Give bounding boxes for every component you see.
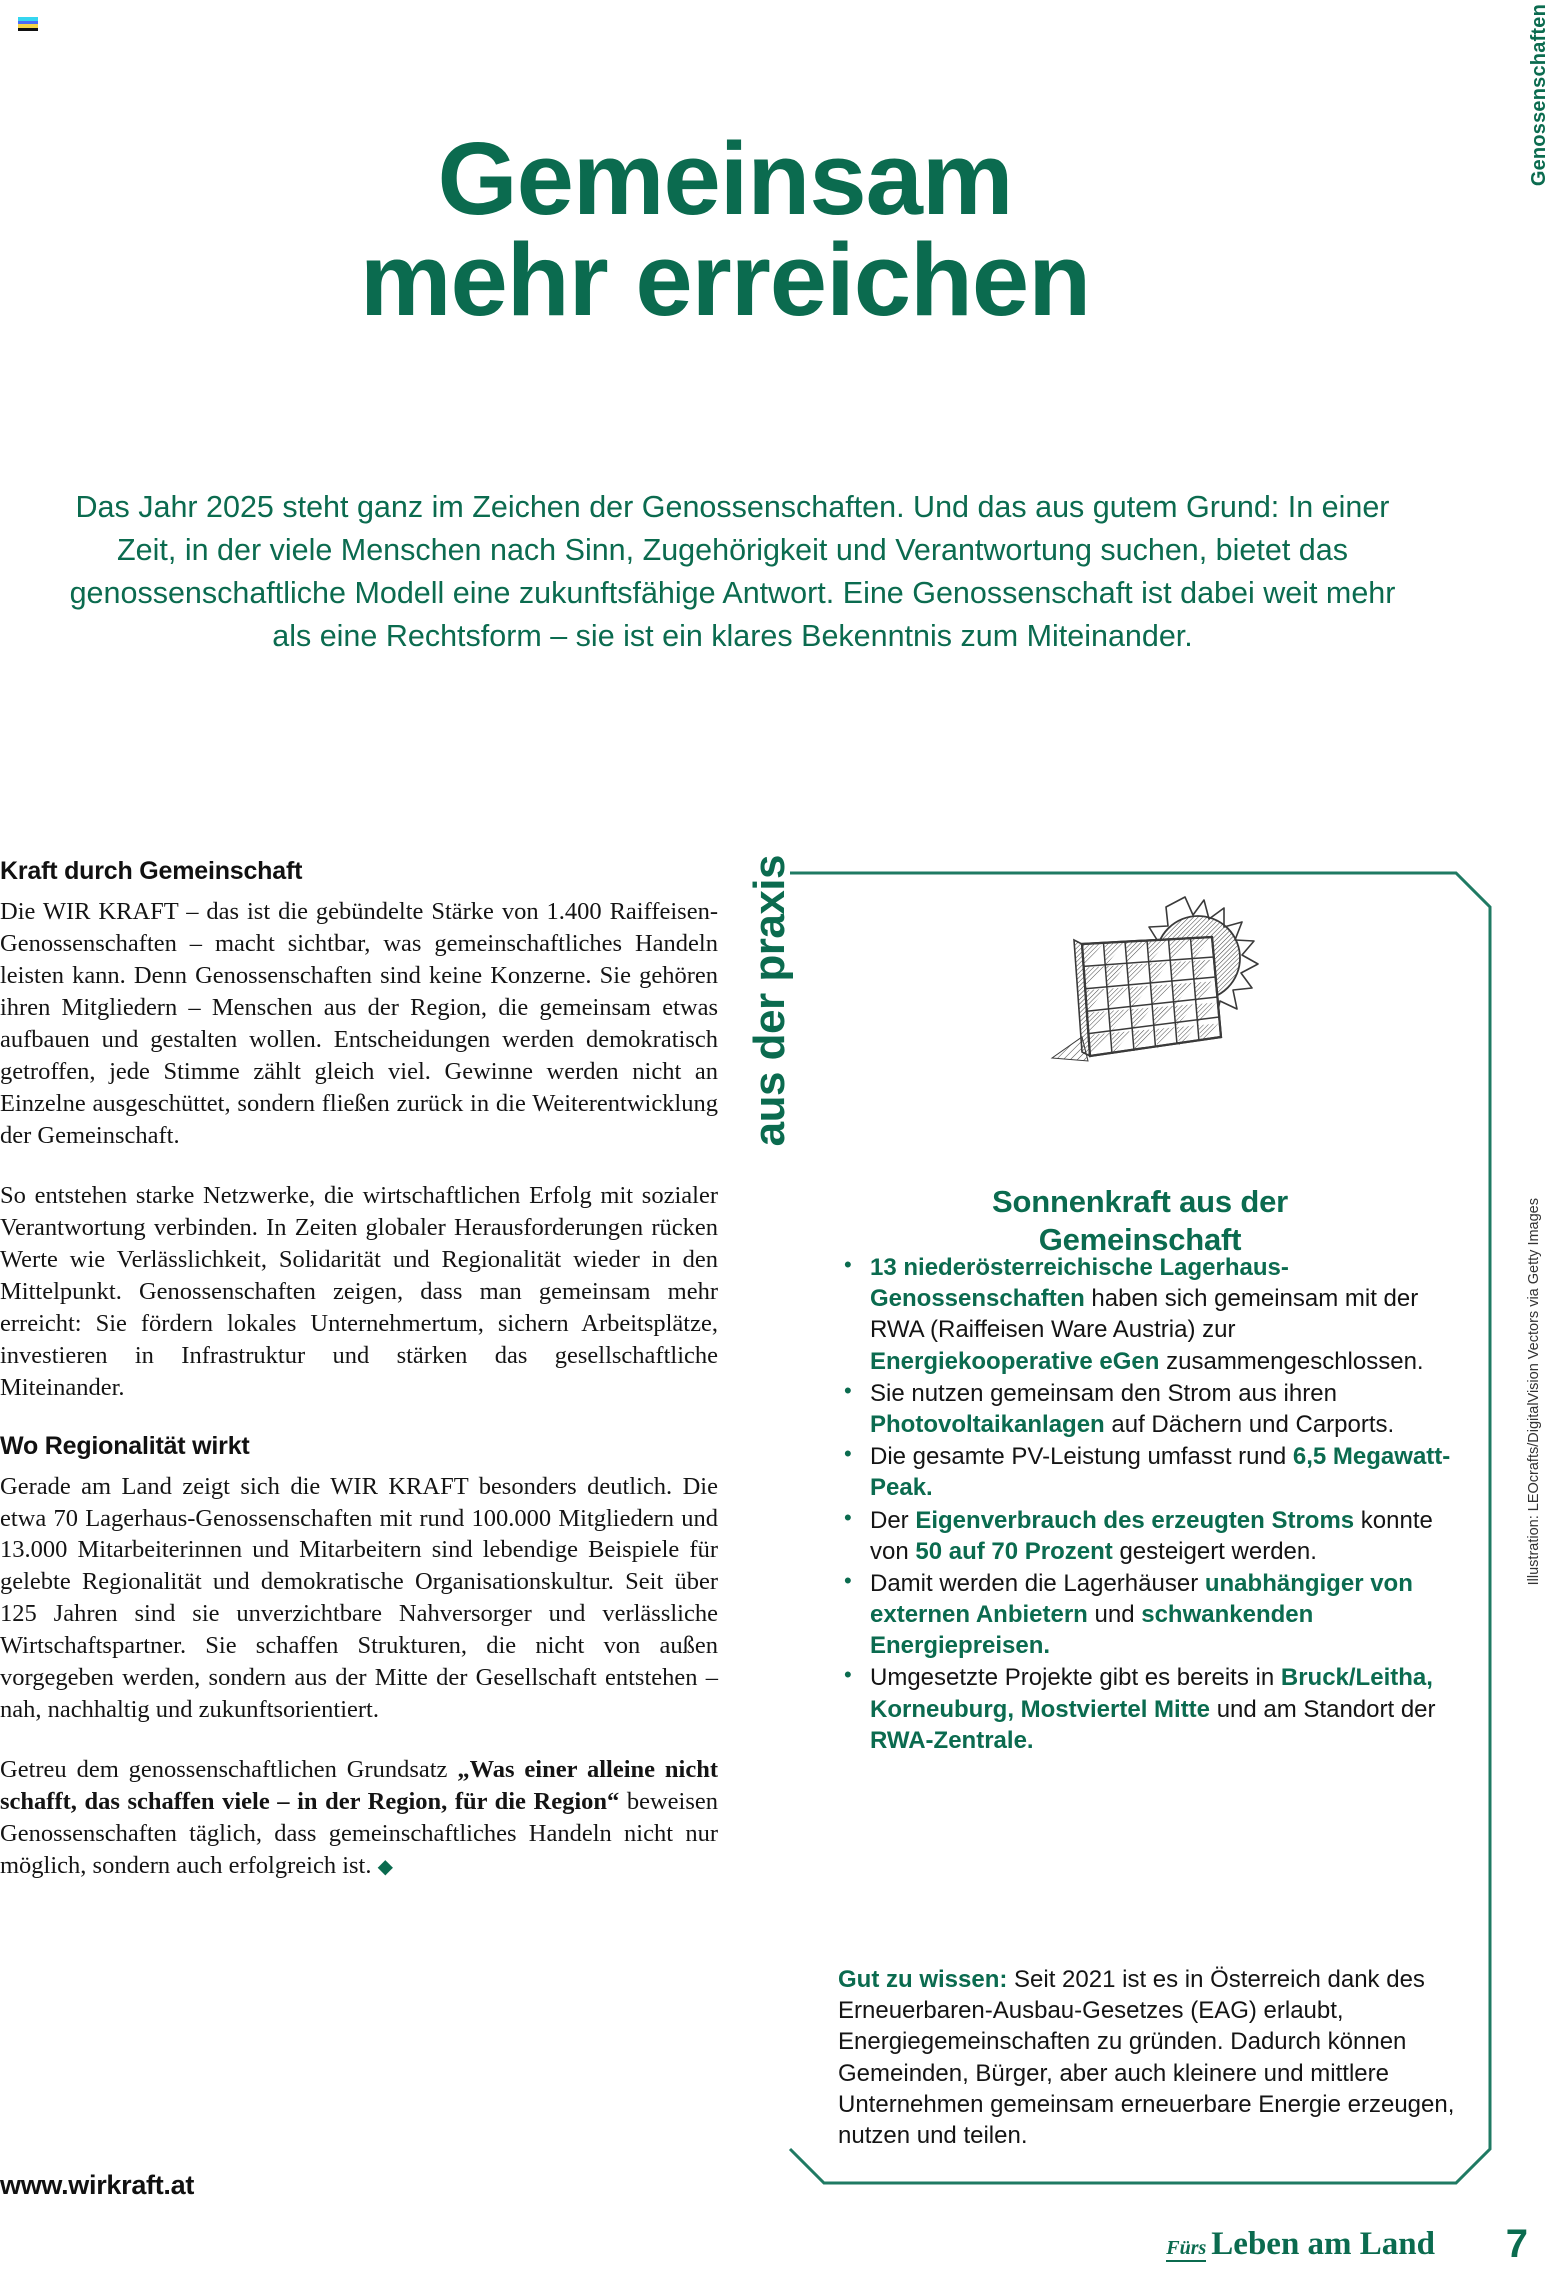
- list-item-highlight: RWA-Zentrale.: [870, 1726, 1034, 1754]
- list-item-highlight: 13 niederösterreichische Lagerhaus-Genossenschaften: [870, 1254, 1289, 1313]
- list-item-highlight: 50 auf 70 Prozent: [915, 1537, 1113, 1565]
- photo-credit: Illustration: LEOcrafts/DigitalVision Vectors via Getty Images: [1526, 1198, 1542, 1586]
- list-item: [838, 1568, 1458, 1662]
- left-article-column: [0, 857, 718, 1882]
- solar-panel-with-sun-illustration: [990, 885, 1290, 1085]
- subheading-wo-regionalitaet-wirkt: Wo Regionalität wirkt: [0, 1431, 250, 1460]
- list-item-highlight: unabhängiger von externen Anbietern: [870, 1569, 1413, 1629]
- praxis-box-title: [830, 1183, 1450, 1260]
- body-paragraph-1: Die WIR KRAFT – das ist die gebündelte Stärke von 1.400 Raiffeisen-Genossenschaften – macht sichtbar, was gemeinschaftliches Handeln leisten kann. Denn Genossenschaften sind keine Konzerne. Sie gehören ihren Mitgliedern – Menschen aus der Region, die gemeinsam etwas aufbauen und gestalten wollen. Entscheidungen werden demokratisch getroffen, jede Stimme zählt gleich viel. Gewinne werden nicht an Einzelne ausgeschüttet, sondern fließen zurück in die Weiterentwicklung der Gemeinschaft.: [0, 898, 718, 1149]
- good-to-know-note: [838, 1964, 1468, 2151]
- good-to-know-text: Seit 2021 ist es in Österreich dank des Erneuerbaren-Ausbau-Gesetzes (EAG) erlaubt, Energiegemeinschaften zu gründen. Dadurch können Gemeinden, Bürger, aber auch kleinere und mittlere Unternehmen gemeinsam erneuerbare Energie erzeugen, nutzen und teilen.: [838, 1966, 1455, 2149]
- page-footer: [0, 2205, 1550, 2265]
- list-item-text: auf Dächern und Carports.: [1104, 1410, 1395, 1438]
- p4-post: beweisen Genossenschaften täglich, dass gemeinschaftliches Handeln nicht nur möglich, sondern auch erfolgreich ist.: [0, 1788, 718, 1880]
- footer-brand-prefix: Fürs: [1166, 2237, 1206, 2262]
- good-to-know-label: Gut zu wissen:: [838, 1966, 1008, 1993]
- list-item-highlight: Energiekooperative eGen: [870, 1347, 1160, 1375]
- website-link[interactable]: www.wirkraft.at: [0, 2170, 195, 2200]
- body-paragraph-4: [0, 1754, 718, 1882]
- list-item-highlight: Photovoltaikanlagen: [870, 1410, 1105, 1438]
- list-item-text: konnte von: [870, 1506, 1433, 1565]
- list-item-text: zusammengeschlossen.: [1159, 1347, 1424, 1375]
- list-item: [838, 1252, 1458, 1377]
- section-label: Genossenschaften: [1528, 4, 1550, 187]
- list-item-highlight: Bruck/Leitha, Korneuburg, Mostviertel Mitte: [870, 1664, 1433, 1723]
- body-paragraph-2: So entstehen starke Netzwerke, die wirtschaftlichen Erfolg mit sozialer Verantwortung verbinden. In Zeiten globaler Herausforderungen rücken Werte wie Verlässlichkeit, Solidarität und Regionalität wieder in den Mittelpunkt. Genossenschaften zeigen, dass man gemeinsam mehr erreicht: Sie fördern lokales Unternehmertum, sichern Arbeitsplätze, investieren in Infrastruktur und stärken das gesellschaftliche Miteinander.: [0, 1181, 718, 1401]
- list-item-highlight: Eigenverbrauch des erzeugten Stroms: [915, 1506, 1355, 1534]
- headline-line-2: mehr erreichen: [359, 221, 1091, 337]
- footer-brand-name: Leben am Land: [1211, 2226, 1435, 2262]
- list-item-text: Sie nutzen gemeinsam den Strom aus ihren: [870, 1379, 1337, 1407]
- list-item-text: haben sich gemeinsam mit der RWA (Raiffeisen Ware Austria) zur: [870, 1285, 1419, 1344]
- subheading-kraft-durch-gemeinschaft: Kraft durch Gemeinschaft: [0, 857, 303, 885]
- list-item-highlight: 6,5 Megawatt-Peak.: [870, 1443, 1451, 1502]
- end-of-article-marker: ◆: [377, 1856, 393, 1879]
- lead-paragraph: Das Jahr 2025 steht ganz im Zeichen der Genossenschaften. Und das aus gutem Grund: In einer Zeit, in der viele Menschen nach Sinn, Zugehörigkeit und Verantwortung suchen, bietet das genossenschaftliche Modell eine zukunftsfähige Antwort. Eine Genossenschaft ist dabei weit mehr als eine Rechtsform – sie ist ein klares Bekenntnis zum Miteinander.: [69, 489, 1396, 654]
- footer-brand: [1166, 2226, 1435, 2263]
- list-item: [838, 1378, 1458, 1440]
- list-item-text: Die gesamte PV-Leistung umfasst rund: [870, 1443, 1293, 1471]
- page-title: [0, 121, 1450, 337]
- page-number: 7: [1505, 2222, 1528, 2266]
- praxis-box-title-line-2: Gemeinschaft: [1038, 1222, 1242, 1258]
- praxis-bullet-list: [838, 1252, 1458, 1757]
- solar-panel: [1082, 937, 1221, 1056]
- list-item-highlight: schwankenden Energiepreisen.: [870, 1601, 1314, 1660]
- list-item-text: und am Standort der: [1210, 1695, 1436, 1723]
- print-registration-color-bar: [18, 17, 38, 31]
- list-item: [838, 1505, 1458, 1567]
- p4-pre: Getreu dem genossenschaftlichen Grundsatz: [0, 1756, 458, 1784]
- praxis-box-title-line-1: Sonnenkraft aus der: [992, 1184, 1288, 1219]
- color-bar-stripe: [18, 28, 38, 32]
- p4-quote: „Was einer alleine nicht schafft, das schaffen viele – in der Region, für die Region“: [0, 1756, 718, 1816]
- list-item-text: Der: [870, 1506, 916, 1534]
- list-item-text: und: [1087, 1601, 1142, 1629]
- headline-line-1: Gemeinsam: [437, 121, 1013, 236]
- list-item: [838, 1441, 1458, 1503]
- list-item-text: Damit werden die Lagerhäuser: [870, 1569, 1205, 1597]
- list-item: [838, 1662, 1458, 1756]
- list-item-text: gesteigert werden.: [1112, 1537, 1317, 1565]
- body-paragraph-3: Gerade am Land zeigt sich die WIR KRAFT besonders deutlich. Die etwa 70 Lagerhaus-Genossenschaften mit rund 100.000 Mitgliedern und 13.000 Mitarbeiterinnen und Mitarbeitern sind lebendige Beispiele für gelebte Regionalität und demokratische Organisationskultur. Seit über 125 Jahren sind sie unverzichtbare Nahversorger und verlässliche Wirtschaftspartner. Sie schaffen Strukturen, die nicht von außen vorgegeben werden, sondern aus der Mitte der Gesellschaft entstehen – nah, nachhaltig und zukunftsorientiert.: [0, 1472, 718, 1724]
- list-item-text: Umgesetzte Projekte gibt es bereits in: [870, 1664, 1281, 1692]
- aus-der-praxis-label: aus der praxis: [745, 855, 794, 1147]
